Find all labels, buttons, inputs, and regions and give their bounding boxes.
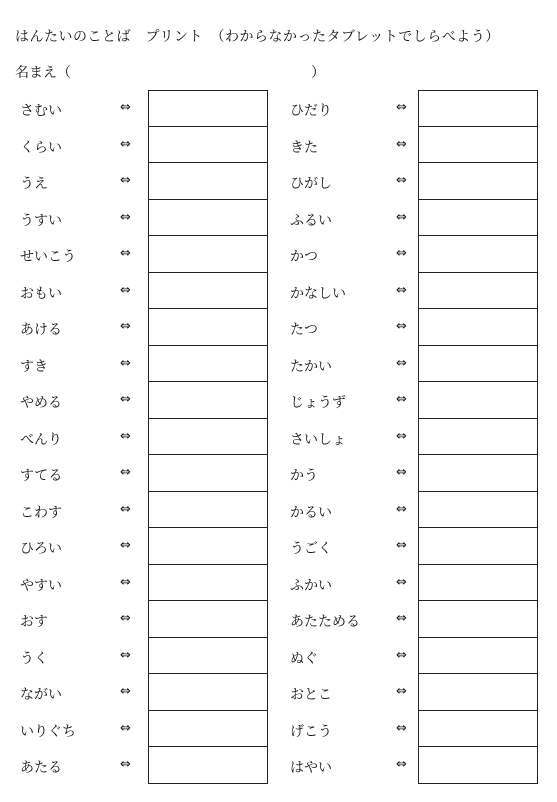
left-word: べんり [20,431,62,448]
left-word: うく [20,650,48,667]
double-arrow-icon: ⇔ [120,173,131,188]
name-label: 名まえ（ [15,65,71,81]
right-word: かなしい [290,285,346,302]
right-answer-box[interactable] [418,565,538,602]
double-arrow-icon: ⇔ [396,684,407,699]
left-answer-box[interactable] [148,565,268,602]
double-arrow-icon: ⇔ [396,173,407,188]
left-word-row [20,163,280,200]
double-arrow-icon: ⇔ [396,757,407,772]
left-answer-box[interactable] [148,309,268,346]
left-word-row [20,90,280,127]
left-word-row [20,601,280,638]
left-word: せいこう [20,249,76,265]
left-word: さむい [20,103,62,119]
right-word-row [290,638,550,675]
double-arrow-icon: ⇔ [120,392,131,407]
left-word-row [20,127,280,164]
right-word-row [290,711,550,748]
left-word-row [20,455,280,492]
double-arrow-icon: ⇔ [120,720,131,736]
right-answer-box[interactable] [418,455,538,492]
left-answer-box[interactable] [148,200,268,237]
right-answer-box[interactable] [418,90,538,127]
right-answer-box[interactable] [418,601,538,638]
double-arrow-icon: ⇔ [120,538,131,553]
double-arrow-icon: ⇔ [120,246,131,261]
right-answer-box[interactable] [418,200,538,237]
right-answer-box[interactable] [418,711,538,748]
right-answer-box[interactable] [418,346,538,383]
right-word: ふるい [290,212,332,229]
right-word: ぬぐ [290,650,318,667]
left-word-row [20,674,280,711]
double-arrow-icon: ⇔ [396,355,407,371]
right-answer-box[interactable] [418,638,538,675]
left-answer-box[interactable] [148,638,268,675]
left-word: すてる [20,468,63,484]
left-word-row [20,565,280,602]
left-answer-box[interactable] [148,419,268,456]
right-word: ふかい [290,577,332,594]
left-answer-box[interactable] [148,236,268,273]
left-answer-box[interactable] [148,455,268,492]
right-word: はやい [290,760,332,776]
left-word-row [20,747,280,784]
right-word-row [290,382,550,419]
left-answer-box[interactable] [148,601,268,638]
double-arrow-icon: ⇔ [396,574,407,590]
right-word: じょうず [290,395,346,411]
left-answer-box[interactable] [148,346,268,383]
left-word-row [20,528,280,565]
right-word-row [290,163,550,200]
left-word-row [20,346,280,383]
left-word: ひろい [20,541,62,557]
left-word: あたる [20,760,62,776]
right-word: かつ [290,249,318,265]
right-answer-box[interactable] [418,236,538,273]
left-word-row [20,382,280,419]
right-answer-box[interactable] [418,674,538,711]
right-word-row [290,90,550,127]
double-arrow-icon: ⇔ [396,428,407,444]
left-answer-box[interactable] [148,674,268,711]
right-word: さいしょ [290,431,346,448]
left-word-row [20,711,280,748]
right-word-row [290,273,550,310]
left-word: うえ [20,176,48,192]
double-arrow-icon: ⇔ [120,209,131,225]
right-word-row [290,747,550,784]
left-word: おもい [20,285,62,302]
right-answer-box[interactable] [418,382,538,419]
double-arrow-icon: ⇔ [396,136,407,152]
left-word: うすい [20,212,62,229]
left-word: やすい [20,577,62,594]
left-word: ながい [20,687,62,703]
double-arrow-icon: ⇔ [120,574,131,590]
left-word-row [20,419,280,456]
double-arrow-icon: ⇔ [120,684,131,699]
left-answer-box[interactable] [148,90,268,127]
right-word: かう [290,468,318,484]
right-answer-box[interactable] [418,127,538,164]
double-arrow-icon: ⇔ [396,246,407,261]
double-arrow-icon: ⇔ [396,720,407,736]
left-word: こわす [20,504,62,521]
double-arrow-icon: ⇔ [396,319,407,334]
left-word: おす [20,614,48,630]
double-arrow-icon: ⇔ [396,501,407,517]
right-word: げこう [290,723,332,740]
left-word: くらい [20,139,62,156]
right-word: たつ [290,322,318,338]
left-column [20,90,280,784]
double-arrow-icon: ⇔ [120,647,131,663]
right-word-row [290,492,550,529]
right-word-row [290,200,550,237]
name-close-paren: ） [311,65,325,81]
right-column [290,90,550,784]
left-answer-box[interactable] [148,273,268,310]
double-arrow-icon: ⇔ [120,428,131,444]
left-answer-box[interactable] [148,492,268,529]
double-arrow-icon: ⇔ [396,209,407,225]
double-arrow-icon: ⇔ [396,465,407,480]
right-answer-box[interactable] [418,309,538,346]
left-word: すき [20,358,48,375]
left-answer-box[interactable] [148,382,268,419]
left-word-row [20,200,280,237]
double-arrow-icon: ⇔ [120,757,131,772]
right-word: かるい [290,504,332,521]
right-word-row [290,346,550,383]
right-answer-box[interactable] [418,273,538,310]
right-answer-box[interactable] [418,528,538,565]
right-word-row [290,601,550,638]
left-answer-box[interactable] [148,528,268,565]
right-word: ひがし [290,176,332,192]
right-answer-box[interactable] [418,492,538,529]
left-word: やめる [20,395,62,411]
double-arrow-icon: ⇔ [120,282,131,298]
right-word-row [290,528,550,565]
left-word-row [20,492,280,529]
double-arrow-icon: ⇔ [120,100,131,115]
double-arrow-icon: ⇔ [396,647,407,663]
right-word: ひだり [290,103,332,119]
left-word: あける [20,322,62,338]
double-arrow-icon: ⇔ [396,392,407,407]
right-word-row [290,674,550,711]
right-word: あたためる [290,614,360,630]
name-line [15,62,325,82]
double-arrow-icon: ⇔ [396,282,407,298]
right-word: きた [290,139,318,156]
right-word-row [290,127,550,164]
right-word: たかい [290,358,332,375]
left-answer-box[interactable] [148,711,268,748]
double-arrow-icon: ⇔ [120,501,131,517]
left-word-row [20,236,280,273]
double-arrow-icon: ⇔ [120,611,131,626]
right-word-row [290,565,550,602]
double-arrow-icon: ⇔ [396,100,407,115]
worksheet-title: はんたいのことば プリント （わからなかったタブレットでしらべよう） [15,29,500,45]
right-word: うごく [290,541,332,557]
left-word-row [20,309,280,346]
left-answer-box[interactable] [148,127,268,164]
right-word-row [290,419,550,456]
double-arrow-icon: ⇔ [396,538,407,553]
right-word-row [290,309,550,346]
left-word: いりぐち [20,723,76,740]
left-word-row [20,638,280,675]
double-arrow-icon: ⇔ [120,136,131,152]
left-answer-box[interactable] [148,163,268,200]
left-answer-box[interactable] [148,747,268,784]
double-arrow-icon: ⇔ [120,319,131,334]
right-word-row [290,236,550,273]
right-word: おとこ [290,687,332,703]
double-arrow-icon: ⇔ [120,355,131,371]
right-answer-box[interactable] [418,163,538,200]
right-answer-box[interactable] [418,419,538,456]
right-word-row [290,455,550,492]
double-arrow-icon: ⇔ [120,465,131,480]
right-answer-box[interactable] [418,747,538,784]
left-word-row [20,273,280,310]
double-arrow-icon: ⇔ [396,611,407,626]
